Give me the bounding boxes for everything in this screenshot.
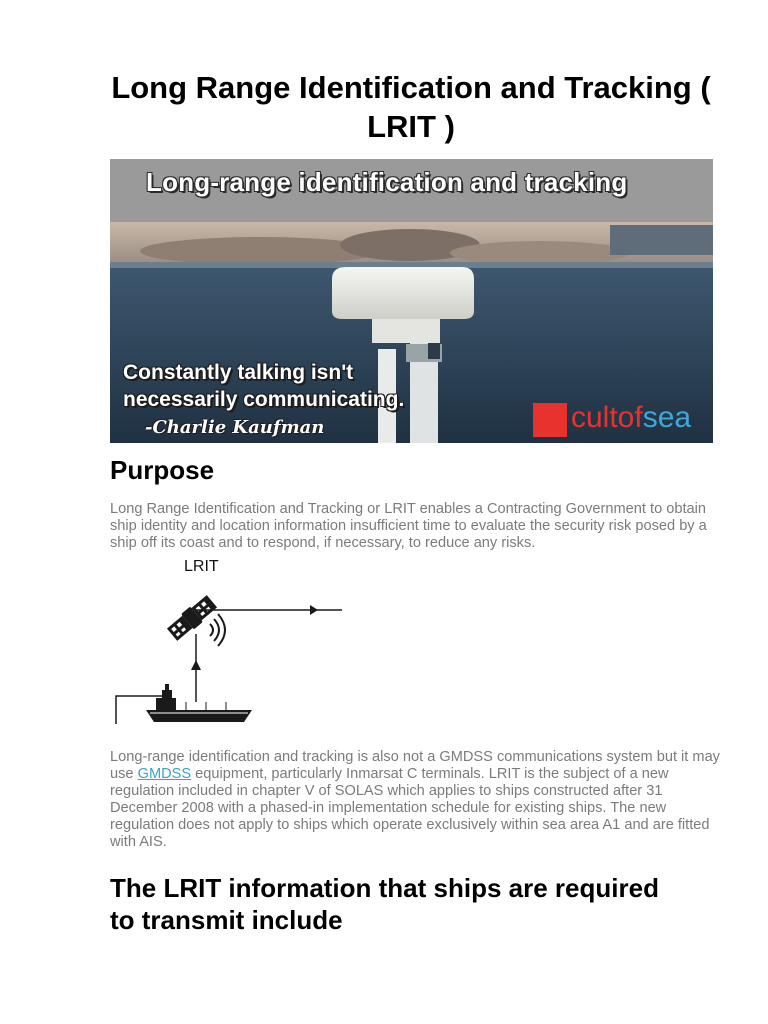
lrit-diagram-label: LRIT bbox=[184, 558, 219, 575]
purpose-paragraph: Long Range Identification and Tracking or LRIT enables a Contracting Government to obtain ship identity and location information insufficient time to evaluate the security risk posed by a ship off its coast and to respond, if necessary, to reduce any risks. bbox=[110, 501, 707, 551]
purpose-heading: Purpose bbox=[110, 455, 215, 485]
hero-quote-line: Constantly talking isn't bbox=[123, 361, 354, 384]
gmdss-link[interactable]: GMDSS bbox=[137, 766, 192, 782]
gmdss-paragraph: Long-range identification and tracking is also not a GMDSS communications system but it may use GMDSS equipment, particularly Inmarsat C terminals. LRIT is the subject of a new regulation included in chapter V of SOLAS which applies to ships constructed after 31 December 2008 with a phased-in implementation schedule for existing ships. The new regulation does not apply to ships which operate exclusively within sea area A1 and are fitted with AIS. bbox=[110, 749, 720, 850]
lrit-diagram-graphic bbox=[110, 556, 350, 728]
hero-banner-text: Long-range identification and tracking bbox=[146, 167, 628, 197]
ship-icon bbox=[146, 684, 252, 722]
hero-quote-author: -Charlie Kaufman bbox=[145, 417, 325, 438]
brand-logo bbox=[533, 399, 713, 441]
brand-logo-icon bbox=[533, 403, 567, 437]
lrit-information-heading: The LRIT information that ships are required to transmit include bbox=[110, 873, 659, 935]
hero-image bbox=[110, 159, 713, 443]
hero-quote-line: necessarily communicating. bbox=[123, 388, 405, 411]
page-title: Long Range Identification and Tracking ( LRIT ) bbox=[111, 70, 711, 144]
lrit-diagram bbox=[110, 556, 350, 728]
hero-banner bbox=[110, 159, 713, 222]
brand-logo-text: cultofsea bbox=[571, 401, 692, 434]
hero-quote bbox=[123, 359, 404, 413]
